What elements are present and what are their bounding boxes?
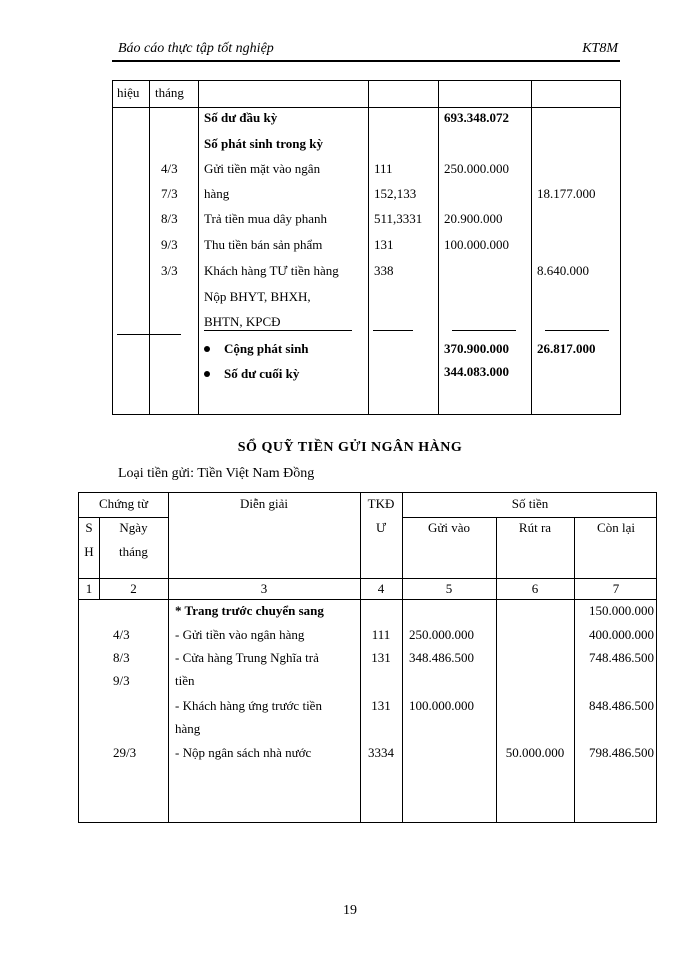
col-number: 2: [130, 581, 137, 596]
table-row-desc: tiền: [175, 673, 195, 688]
bullet-icon: [204, 371, 210, 377]
table-row-acct: 111: [371, 627, 391, 642]
table-row-desc: hàng: [175, 721, 201, 736]
table-row-desc: BHTN, KPCĐ: [204, 314, 281, 329]
table-row-in: 250.000.000: [409, 627, 474, 642]
bullet-icon: [204, 346, 210, 352]
rule: [117, 334, 181, 335]
table-row-balance: 748.486.500: [589, 650, 654, 665]
table-row-in: 100.000.000: [409, 698, 474, 713]
col-head-sh-2: H: [84, 544, 94, 559]
table-row-desc: Khách hàng TƯ tiền hàng: [204, 263, 339, 278]
section-subtitle: Loại tiền gửi: Tiền Việt Nam Đồng: [118, 466, 315, 481]
table-row-desc: Thu tiền bán sản phẩm: [204, 237, 323, 252]
rule: [373, 330, 413, 331]
col-head-thang: tháng: [155, 85, 184, 100]
table-row-credit: 18.177.000: [537, 186, 596, 201]
table-row-desc: - Nộp ngân sách nhà nước: [175, 745, 312, 760]
col-head-account-2: Ư: [375, 520, 387, 535]
header-rule: [112, 60, 620, 62]
table-row-desc: - Gửi tiền vào ngân hàng: [175, 627, 305, 642]
table-row-in: 348.486.500: [409, 650, 474, 665]
table-row-acct: 131: [374, 237, 394, 252]
table-row-desc: * Trang trước chuyển sang: [175, 603, 324, 618]
table-row-desc: Trả tiền mua dây phanh: [204, 211, 327, 226]
total-arising-debit: 370.900.000: [444, 341, 509, 356]
page-number: 19: [343, 903, 357, 918]
rule: [545, 330, 609, 331]
ledger-table: [112, 80, 621, 415]
closing-balance-debit: 344.083.000: [444, 364, 509, 379]
closing-balance-label: Số dư cuối kỳ: [204, 366, 299, 382]
header-title: Báo cáo thực tập tốt nghiệp: [118, 41, 274, 56]
table-row-balance: 150.000.000: [589, 603, 654, 618]
col-head-withdraw: Rút ra: [518, 520, 552, 535]
col-head-hieu: hiệu: [117, 85, 140, 100]
table-row-date: 9/3: [161, 237, 178, 252]
col-head-deposit: Gửi vào: [427, 520, 471, 535]
col-head-date-2: tháng: [119, 544, 148, 559]
table-row-acct: 338: [374, 263, 394, 278]
table-row-desc: Gửi tiền mặt vào ngân: [204, 161, 321, 176]
col-number: 1: [85, 581, 93, 596]
table-row-desc: - Cửa hàng Trung Nghĩa trả: [175, 650, 319, 665]
col-number: 7: [612, 581, 620, 596]
table-row-acct: 511,3331: [374, 211, 423, 226]
total-arising-label: Cộng phát sinh: [204, 341, 309, 357]
table-row-debit: 100.000.000: [444, 237, 509, 252]
col-head-voucher: Chứng từ: [98, 496, 149, 511]
section-title: SỔ QUỸ TIỀN GỬI NGÂN HÀNG: [237, 440, 463, 455]
header-code: KT8M: [582, 41, 618, 56]
table-row-out: 50.000.000: [505, 745, 565, 760]
table-row-date: 3/3: [161, 263, 178, 278]
total-arising-credit: 26.817.000: [537, 341, 596, 356]
table-row-balance: 848.486.500: [589, 698, 654, 713]
col-head-date: Ngày: [119, 520, 148, 535]
table-row-balance: 400.000.000: [589, 627, 654, 642]
table-row-acct: 3334: [368, 745, 394, 760]
table-row-date: 7/3: [161, 186, 178, 201]
col-number: 3: [260, 581, 268, 596]
table-row-acct: 111: [374, 161, 393, 176]
col-head-balance: Còn lại: [597, 520, 635, 535]
col-number: 4: [377, 581, 385, 596]
table-row-date: 4/3: [113, 627, 130, 642]
rule: [204, 330, 352, 331]
table-row-balance: 798.486.500: [589, 745, 654, 760]
col-head-description: Diễn giải: [239, 496, 288, 511]
table-row-desc: - Khách hàng ứng trước tiền: [175, 698, 322, 713]
table-row-desc: hàng: [204, 186, 230, 201]
table-row-debit: 20.900.000: [444, 211, 503, 226]
table-row-date: 8/3: [161, 211, 178, 226]
table-row-debit: 250.000.000: [444, 161, 509, 176]
table-row-date: 9/3: [113, 673, 130, 688]
table-row-desc: Nộp BHYT, BHXH,: [204, 289, 311, 304]
col-head-account: TKĐ: [367, 496, 395, 511]
col-head-amount: Số tiền: [511, 496, 549, 511]
table-row-acct: 152,133: [374, 186, 417, 201]
opening-balance-debit: 693.348.072: [444, 110, 509, 125]
table-row-date: 4/3: [161, 161, 178, 176]
table-row-acct: 131: [371, 698, 391, 713]
opening-balance-label: Số dư đầu kỳ: [204, 110, 278, 125]
table-row-acct: 131: [371, 650, 391, 665]
col-number: 5: [445, 581, 453, 596]
table-row-credit: 8.640.000: [537, 263, 589, 278]
table-row-date: 8/3: [113, 650, 130, 665]
bank-cash-book-table: [78, 492, 657, 823]
rule: [452, 330, 516, 331]
col-head-sh: S: [85, 520, 93, 535]
col-number: 6: [531, 581, 539, 596]
period-arising-label: Số phát sinh trong kỳ: [204, 136, 323, 151]
table-row-date: 29/3: [113, 745, 137, 760]
